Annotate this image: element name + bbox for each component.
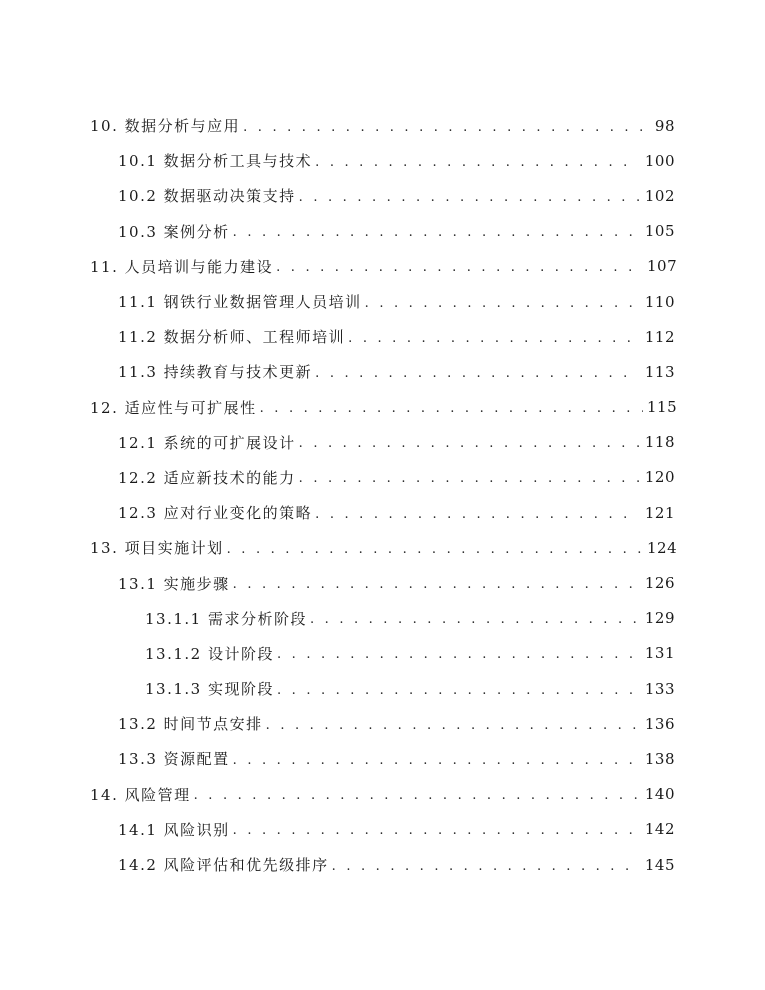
toc-entry-title: 10.2 数据驱动决策支持 — [118, 185, 299, 206]
dot-leader — [332, 860, 639, 873]
toc-entry-level-1[interactable] — [0, 249, 765, 284]
toc-entry-title: 11. 人员培训与能力建设 — [90, 256, 276, 277]
toc-entry-level-2[interactable] — [0, 178, 765, 213]
toc-entry-title: 14.1 风险识别 — [118, 819, 233, 840]
toc-entry-title: 13.2 时间节点安排 — [118, 713, 266, 734]
toc-entry-title: 12.3 应对行业变化的策略 — [118, 502, 315, 523]
toc-entry-page-number: 138 — [644, 749, 675, 768]
dot-leader — [233, 824, 639, 837]
toc-entry-level-2[interactable] — [0, 812, 765, 847]
toc-entry-page-number: 145 — [644, 855, 675, 874]
toc-entry-level-1[interactable] — [0, 108, 765, 143]
toc-entry-level-2[interactable] — [0, 319, 765, 354]
toc-entry-page-number: 121 — [644, 503, 675, 522]
toc-entry-page-number: 105 — [644, 222, 675, 241]
toc-entry-page-number: 102 — [644, 186, 675, 205]
toc-entry-title: 11.3 持续教育与技术更新 — [118, 361, 315, 382]
dot-leader — [260, 402, 643, 415]
toc-entry-page-number: 113 — [644, 362, 675, 381]
dot-leader — [227, 543, 643, 556]
dot-leader — [194, 789, 639, 802]
table-of-contents — [0, 108, 765, 882]
dot-leader — [348, 332, 639, 345]
toc-entry-page-number: 133 — [644, 679, 675, 698]
toc-entry-page-number: 98 — [654, 116, 675, 135]
toc-entry-level-2[interactable] — [0, 354, 765, 389]
toc-entry-title: 13. 项目实施计划 — [90, 537, 227, 558]
dot-leader — [266, 719, 639, 732]
toc-entry-page-number: 107 — [647, 257, 678, 276]
toc-entry-level-2[interactable] — [0, 495, 765, 530]
dot-leader — [315, 367, 639, 380]
toc-entry-level-2[interactable] — [0, 214, 765, 249]
dot-leader — [276, 261, 643, 274]
toc-entry-level-2[interactable] — [0, 284, 765, 319]
toc-entry-title: 11.1 钢铁行业数据管理人员培训 — [118, 291, 365, 312]
toc-entry-level-2[interactable] — [0, 143, 765, 178]
dot-leader — [315, 156, 639, 169]
toc-entry-page-number: 142 — [644, 820, 675, 839]
toc-entry-level-1[interactable] — [0, 390, 765, 425]
toc-entry-title: 12. 适应性与可扩展性 — [90, 397, 260, 418]
toc-entry-page-number: 110 — [644, 292, 675, 311]
toc-entry-title: 14. 风险管理 — [90, 784, 194, 805]
toc-entry-level-2[interactable] — [0, 847, 765, 882]
toc-entry-page-number: 129 — [644, 609, 675, 628]
toc-entry-title: 13.1.2 设计阶段 — [145, 643, 277, 664]
toc-entry-level-3[interactable] — [0, 601, 765, 636]
toc-entry-page-number: 124 — [647, 538, 678, 557]
dot-leader — [233, 754, 639, 767]
dot-leader — [299, 472, 639, 485]
dot-leader — [277, 648, 639, 661]
toc-entry-title: 12.1 系统的可扩展设计 — [118, 432, 299, 453]
toc-entry-title: 13.1.3 实现阶段 — [145, 678, 277, 699]
toc-entry-title: 13.3 资源配置 — [118, 748, 233, 769]
toc-entry-page-number: 126 — [644, 574, 675, 593]
toc-entry-level-1[interactable] — [0, 777, 765, 812]
toc-entry-level-2[interactable] — [0, 425, 765, 460]
toc-entry-page-number: 120 — [644, 468, 675, 487]
toc-entry-level-2[interactable] — [0, 460, 765, 495]
toc-entry-page-number: 118 — [644, 433, 675, 452]
toc-entry-level-2[interactable] — [0, 565, 765, 600]
toc-entry-title: 11.2 数据分析师、工程师培训 — [118, 326, 348, 347]
dot-leader — [299, 437, 639, 450]
dot-leader — [315, 508, 639, 521]
toc-entry-page-number: 112 — [644, 327, 675, 346]
toc-entry-page-number: 136 — [644, 714, 675, 733]
toc-entry-page-number: 115 — [647, 398, 678, 417]
toc-entry-title: 12.2 适应新技术的能力 — [118, 467, 299, 488]
toc-entry-title: 13.1 实施步骤 — [118, 573, 233, 594]
toc-entry-level-2[interactable] — [0, 741, 765, 776]
dot-leader — [233, 226, 639, 239]
dot-leader — [310, 613, 639, 626]
toc-entry-page-number: 131 — [644, 644, 675, 663]
dot-leader — [365, 297, 639, 310]
toc-entry-page-number: 100 — [644, 151, 675, 170]
toc-entry-title: 10. 数据分析与应用 — [90, 115, 243, 136]
toc-entry-page-number: 140 — [644, 785, 675, 804]
dot-leader — [243, 121, 643, 134]
dot-leader — [233, 578, 639, 591]
toc-entry-level-3[interactable] — [0, 636, 765, 671]
toc-entry-title: 10.1 数据分析工具与技术 — [118, 150, 315, 171]
toc-entry-title: 13.1.1 需求分析阶段 — [145, 608, 310, 629]
dot-leader — [299, 191, 639, 204]
toc-entry-level-2[interactable] — [0, 706, 765, 741]
toc-entry-level-1[interactable] — [0, 530, 765, 565]
toc-entry-title: 10.3 案例分析 — [118, 221, 233, 242]
dot-leader — [277, 684, 639, 697]
toc-entry-level-3[interactable] — [0, 671, 765, 706]
toc-entry-title: 14.2 风险评估和优先级排序 — [118, 854, 332, 875]
